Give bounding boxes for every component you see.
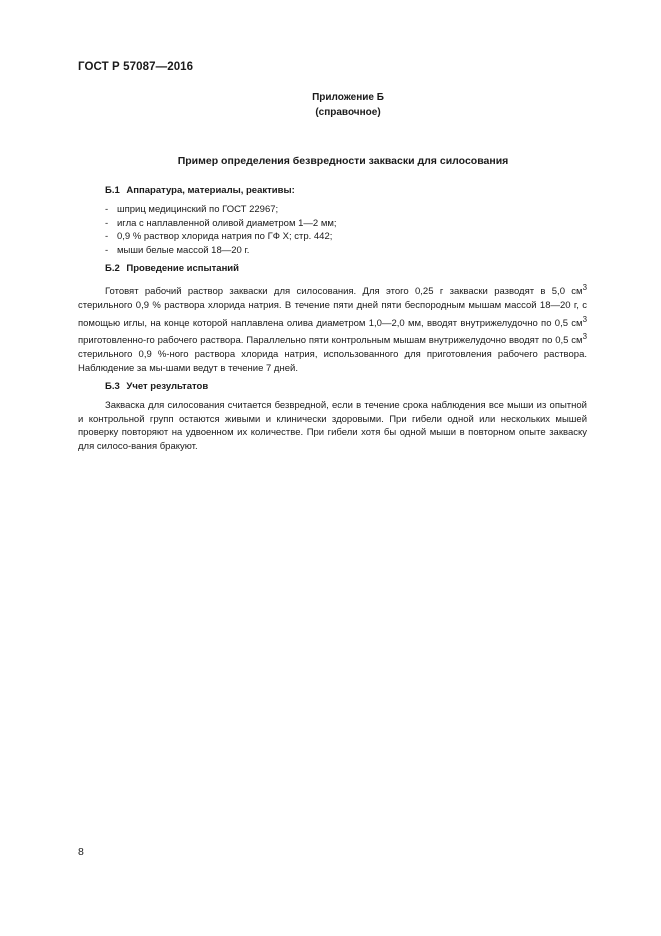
list-item: - шприц медицинский по ГОСТ 22967; [105, 203, 279, 215]
section-title: Учет результатов [126, 381, 209, 393]
list-item: - 0,9 % раствор хлорида натрия по ГФ X; стр. 442; [105, 231, 333, 243]
list-item: - игла с наплавленной оливой диаметром 1—2 мм; [105, 217, 337, 229]
section-heading-b2 [78, 262, 587, 276]
page-number: 8 [78, 846, 84, 858]
section-title: Аппаратура, материалы, реактивы: [126, 185, 295, 196]
appendix-title: Пример определения безвредности закваски для силосования [177, 155, 509, 167]
document-header: ГОСТ Р 57087—2016 [78, 61, 194, 73]
section-paragraph-b2: Готовят рабочий раствор закваски для силосования. Для этого 0,25 г закваски разводят в 5,0 $см^3$ стерильного 0,9 % раствора хлорида натрия. В течение пяти дней пяти беспородным мышам массой 18—20 г, с помощью иглы, на конце которой наплавлена олива диаметром 1,0—2,0 мм, вводят внутрижелудочно по 0,5 $см^3$ приготовленно-го рабочего раствора. Параллельно пяти контрольным мышам внутрижелудочно вводят по 0,5 $см^3$ стерильного 0,9 %-ного раствора хлорида натрия, использованного для приготовления рабочего раствора. Наблюдение за мы-шами ведут в течение 7 дней. [78, 282, 587, 375]
appendix-label: Приложение Б [312, 92, 384, 103]
section-number: Б.2 [105, 262, 120, 274]
section-number: Б.3 [105, 381, 120, 393]
appendix-type: (справочное) [315, 107, 381, 118]
section-paragraph-b3: Закваска для силосования считается безвредной, если в течение срока наблюдения все мыши из опытной и контрольной групп остаются живыми и клинически здоровыми. При гибели одной или нескольких мышей проверку повторяют на удвоенном их количестве. При гибели хотя бы одной мыши в повторном опыте закваску для силосо-вания бракуют. [78, 399, 587, 453]
appendix-label-block [300, 90, 396, 120]
section-title: Проведение испытаний [126, 262, 239, 274]
list-item: - мыши белые массой 18—20 г. [105, 245, 250, 257]
section-heading-b1 [78, 184, 587, 198]
section-number: Б.1 [105, 185, 120, 196]
document-body [78, 184, 587, 458]
section-heading-b3 [78, 380, 587, 394]
